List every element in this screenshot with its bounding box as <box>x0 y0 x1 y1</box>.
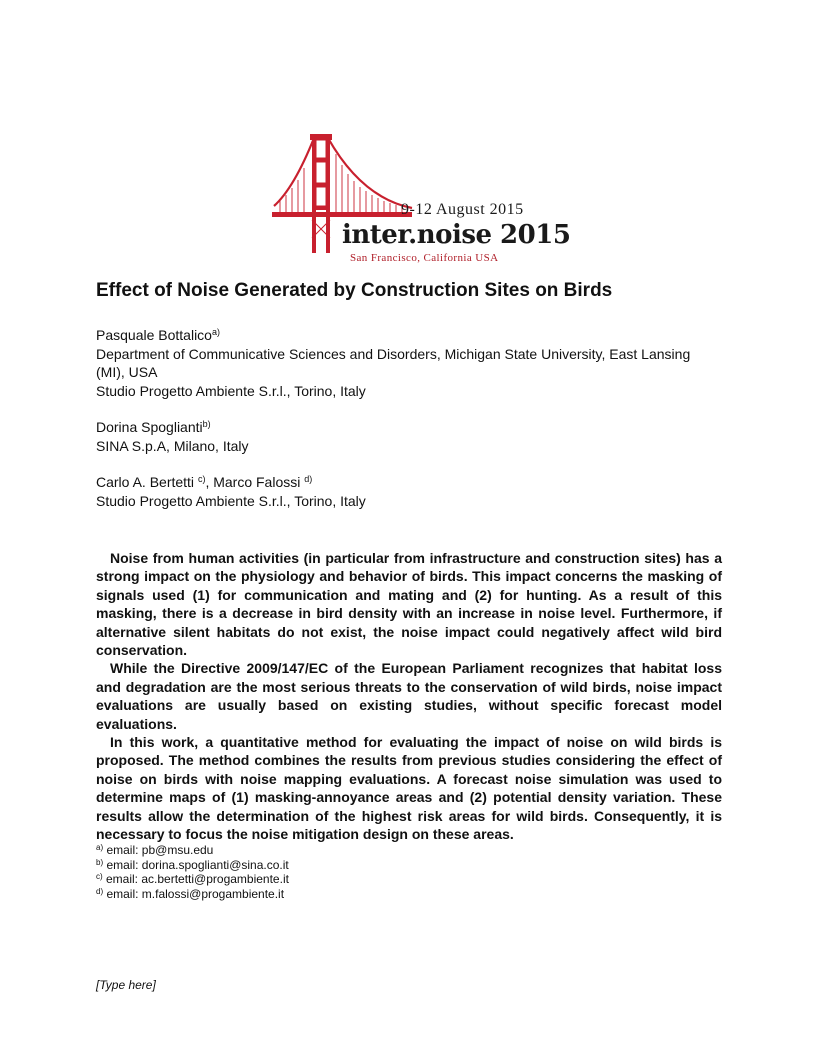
author-block <box>96 326 722 510</box>
abstract <box>96 549 722 844</box>
author-affiliation: Department of Communicative Sciences and Disorders, Michigan State University, East Lansing (MI), USA <box>96 345 691 380</box>
email-footnote: $^{b)}$ email: dorina.spoglianti@sina.co.it <box>96 857 289 872</box>
logo-date: 9-12 August 2015 <box>401 201 524 218</box>
email-footnote: $^{d)}$ email: m.falossi@progambiente.it <box>96 886 285 901</box>
email-footnotes <box>96 843 289 901</box>
author-name: Carlo A. Bertetti $^{c)}$, Marco Falossi $^{d)}$ <box>96 474 313 490</box>
author-affiliation: Studio Progetto Ambiente S.r.l., Torino, Italy <box>96 382 366 399</box>
logo-brand: inter.noise 2015 <box>342 220 571 250</box>
abstract-paragraph: Noise from human activities (in particular from infrastructure and construction sites) has a strong impact on the physiology and behavior of birds. This impact concerns the masking of signals used (1) for communication and mating and (2) for hunting. As a result of this masking, there is a decrease in bird density with an increase in noise level. Furthermore, if alternative silent habitats do not exist, the noise impact could negatively affect wild bird conservation. <box>96 550 722 659</box>
abstract-paragraph: While the Directive 2009/147/EC of the European Parliament recognizes that habitat loss and degradation are the most serious threats to the conservation of wild birds, noise impact evaluations are usually based on existing studies, without specific forecast model evaluations. <box>96 660 722 732</box>
author-name: Dorina Spoglianti$^{b)}$ <box>96 419 211 435</box>
logo-location: San Francisco, California USA <box>350 252 499 264</box>
paper-title: Effect of Noise Generated by Construction Sites on Birds <box>96 280 613 301</box>
conference-logo <box>272 128 571 264</box>
author-affiliation: SINA S.p.A, Milano, Italy <box>96 437 249 454</box>
email-footnote: $^{a)}$ email: pb@msu.edu <box>96 843 214 857</box>
author-affiliation: Studio Progetto Ambiente S.r.l., Torino, Italy <box>96 492 366 509</box>
email-footnote: $^{c)}$ email: ac.bertetti@progambiente.it <box>96 872 289 886</box>
author-name: Pasquale Bottalico$^{a)}$ <box>96 327 220 343</box>
abstract-paragraph: In this work, a quantitative method for evaluating the impact of noise on wild birds is proposed. The method combines the results from previous studies considering the effect of noise on birds with noise mapping evaluations. A forecast noise simulation was used to determine maps of (1) masking-annoyance areas and (2) potential density variation. These results allow the determination of the highest risk areas for wild birds. Consequently, it is necessary to focus the noise mitigation design on these areas. <box>96 734 722 843</box>
page-footer: [Type here] <box>96 978 156 992</box>
